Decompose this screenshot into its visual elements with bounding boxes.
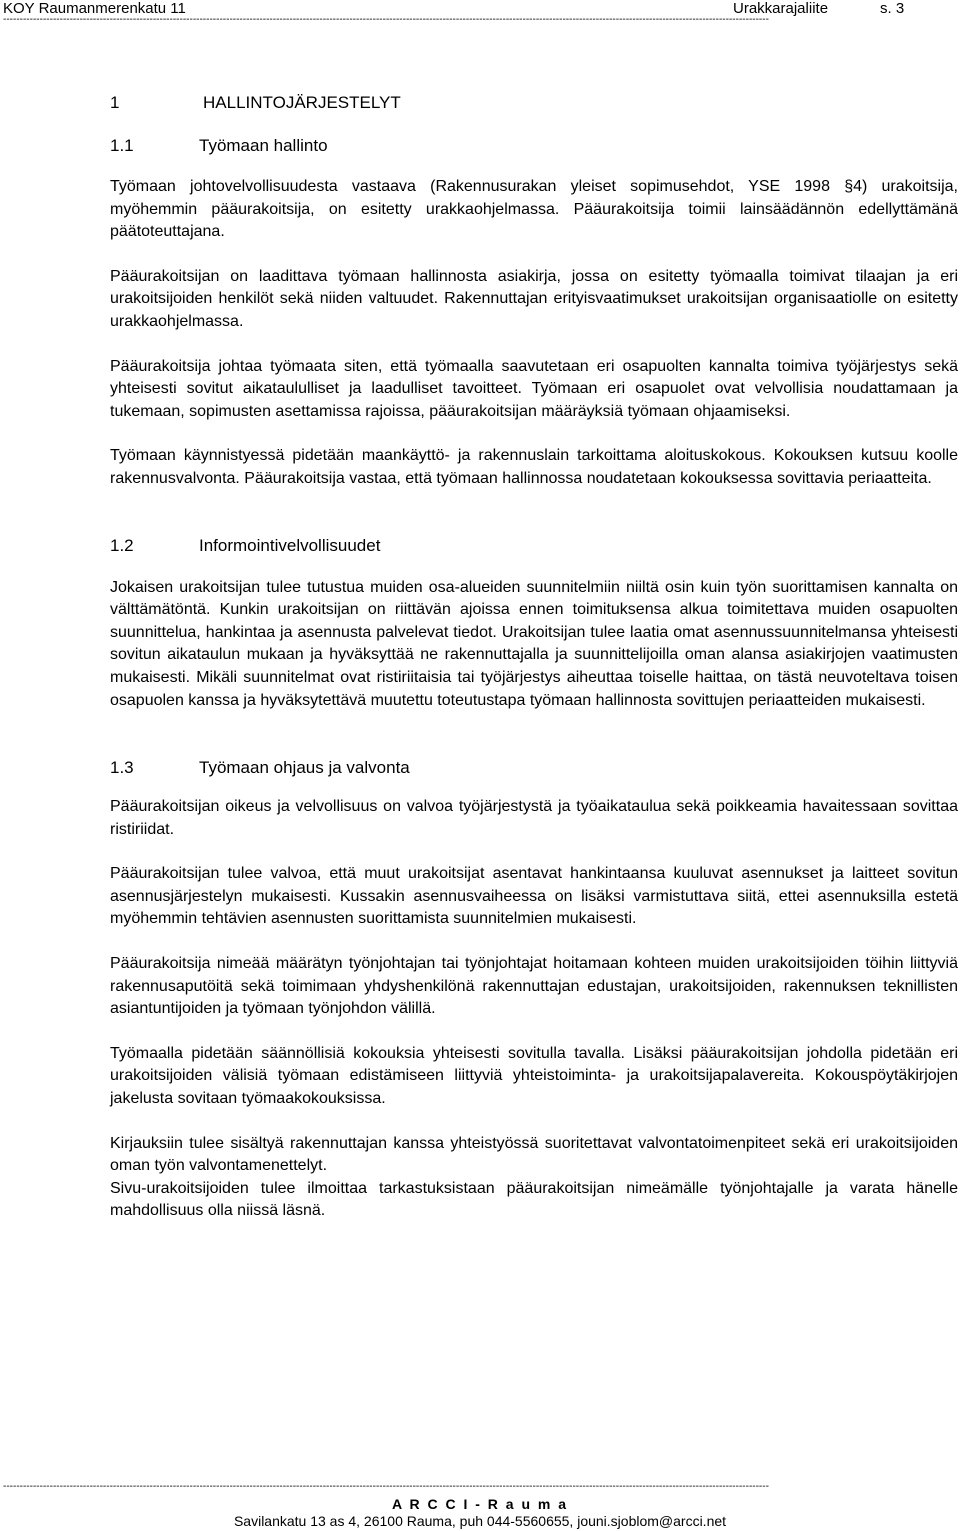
paragraph: Jokaisen urakoitsijan tulee tutustua muiden osa-alueiden suunnitelmiin niiltä osin kuin työn suorittamisen kannalta on välttämätöntä. Kunkin urakoitsijan on riittävän ajoissa ennen toimituksensa alkua toimitettava muiden osapuolten suunnittelua, hankintaa ja asennusta palvelevat tiedot. Urakoitsijan tulee laatia omat asennussuunnitelmansa yhteisesti sovitun aikataulun mukaan ja hyväksyttää ne rakennuttajalla ja suunnittelijoilla oman alansa asiakirjojen vaatimusten mukaisesti. Mikäli suunnitelmat ovat ristiriitaisia tai työjärjestys aiheuttaa toiselle haittaa, on tästä neuvoteltava toisen osapuolen kanssa ja hyväksytettävä muutettu toteutustapa työmaan hallinnosta sovittujen periaatteiden mukaisesti. [110,578,958,709]
section-number: 1.1 [110,136,134,155]
section-number: 1.2 [110,535,134,555]
paragraph: Työmaan johtovelvollisuudesta vastaava (Rakennusurakan yleiset sopimusehdot, YSE 1998 §4) urakoitsija, myöhemmin pääurakoitsija, on esitetty urakkaohjelmassa. Pääurakoitsija toimii lainsäädännön edellyttämänä päätoteuttajana. [110,178,958,241]
header-separator: -------------------------------------------------------------------------------------------------------------------------------------------------------------------------------------------------------------------------------------- [3,14,769,25]
section-title: HALLINTOJÄRJESTELYT [203,93,401,112]
paragraph: Pääurakoitsijan on laadittava työmaan hallinnosta asiakirja, jossa on esitetty työmaalla toimivat tilaajan ja eri urakoitsijoiden henkilöt sekä niiden valtuudet. Rakennuttajan erityisvaatimukset urakoitsijan organisaatiolle on esitetty urakkaohjelmassa. [110,267,958,330]
section-1-2-heading [110,535,958,557]
document-body [110,92,958,1223]
paragraph: Pääurakoitsija nimeää määrätyn työnjohtajan tai työnjohtajat hoitamaan kohteen muiden urakoitsijoiden töihin liittyviä rakennusaputöitä sekä toimimaan yhdyshenkilönä rakennuttajan edustajan, urakoitsijoiden, rakennuksen teknillisten asiantuntijoiden ja työmaan työnjohdon välillä. [110,955,958,1018]
section-title: Informointivelvollisuudet [199,535,381,555]
header-page-number: s. 3 [880,0,905,17]
paragraph: Työmaan käynnistyessä pidetään maankäyttö- ja rakennuslain tarkoittama aloituskokous. Kokouksen kutsuu koolle rakennusvalvonta. Pääurakoitsija vastaa, että työmaan hallinnossa noudatetaan kokouksessa sovittavia periaatteita. [110,447,958,487]
paragraph: Kirjauksiin tulee sisältyä rakennuttajan kanssa yhteistyössä suoritettavat valvontatoimenpiteet sekä eri urakoitsijoiden oman työn valvontamenettelyt. [110,1134,958,1175]
footer-separator: -------------------------------------------------------------------------------------------------------------------------------------------------------------------------------------------------------------------------------------- [3,1481,769,1492]
paragraph: Pääurakoitsijan oikeus ja velvollisuus on valvoa työjärjestystä ja työaikataulua sekä poikkeamia havaitessaan sovittaa ristiriidat. [110,798,958,838]
section-1-1-heading [110,135,958,157]
header-document-type: Urakkarajaliite [733,0,829,17]
section-title: Työmaan hallinto [199,136,328,155]
paragraph: Työmaalla pidetään säännöllisiä kokouksia yhteisesti sovitulla tavalla. Lisäksi pääurakoitsijan johdolla pidetään eri urakoitsijoiden välisiä työmaan edistämiseen liittyviä yhteistoiminta- ja urakoitsijapalavereita. Kokouspöytäkirjojen jakelusta sovitaan työmaakokouksissa. [110,1044,958,1108]
section-title: Työmaan ohjaus ja valvonta [199,758,410,778]
section-number: 1 [110,93,120,112]
footer-address: Savilankatu 13 as 4, 26100 Rauma, puh 044-5560655, jouni.sjoblom@arcci.net [233,1513,727,1529]
section-1-heading [110,92,958,114]
section-number: 1.3 [110,758,134,778]
header-project-name: KOY Raumanmerenkatu 11 [3,0,186,17]
paragraph: Pääurakoitsijan tulee valvoa, että muut urakoitsijat asentavat hankintaansa kuuluvat asennukset ja laitteet sovitun asennusjärjestelyn mukaisesti. Kussakin asennusvaiheessa on lisäksi varmistuttava siitä, ettei asennuksilla estetä myöhemmin tehtävien asennusten suorittamista suunnitelmien mukaisesti. [110,865,958,928]
paragraph: Pääurakoitsija johtaa työmaata siten, että työmaalla saavutetaan eri osapuolten kannalta toimiva työjärjestys sekä yhteisesti sovitut aikataululliset ja laadulliset tavoitteet. Työmaan eri osapuolet ovat velvollisia noudattamaan ja tukemaan, sopimusten asettamissa rajoissa, pääurakoitsijan määräyksiä työmaan ohjaamiseksi. [110,357,958,420]
section-1-3-heading [110,757,958,779]
paragraph: Sivu-urakoitsijoiden tulee ilmoittaa tarkastuksistaan pääurakoitsijan nimeämälle työnjohtajalle ja varata hänelle mahdollisuus olla niissä läsnä. [110,1179,958,1220]
footer-organization: A R C C I - R a u m a [391,1496,569,1512]
